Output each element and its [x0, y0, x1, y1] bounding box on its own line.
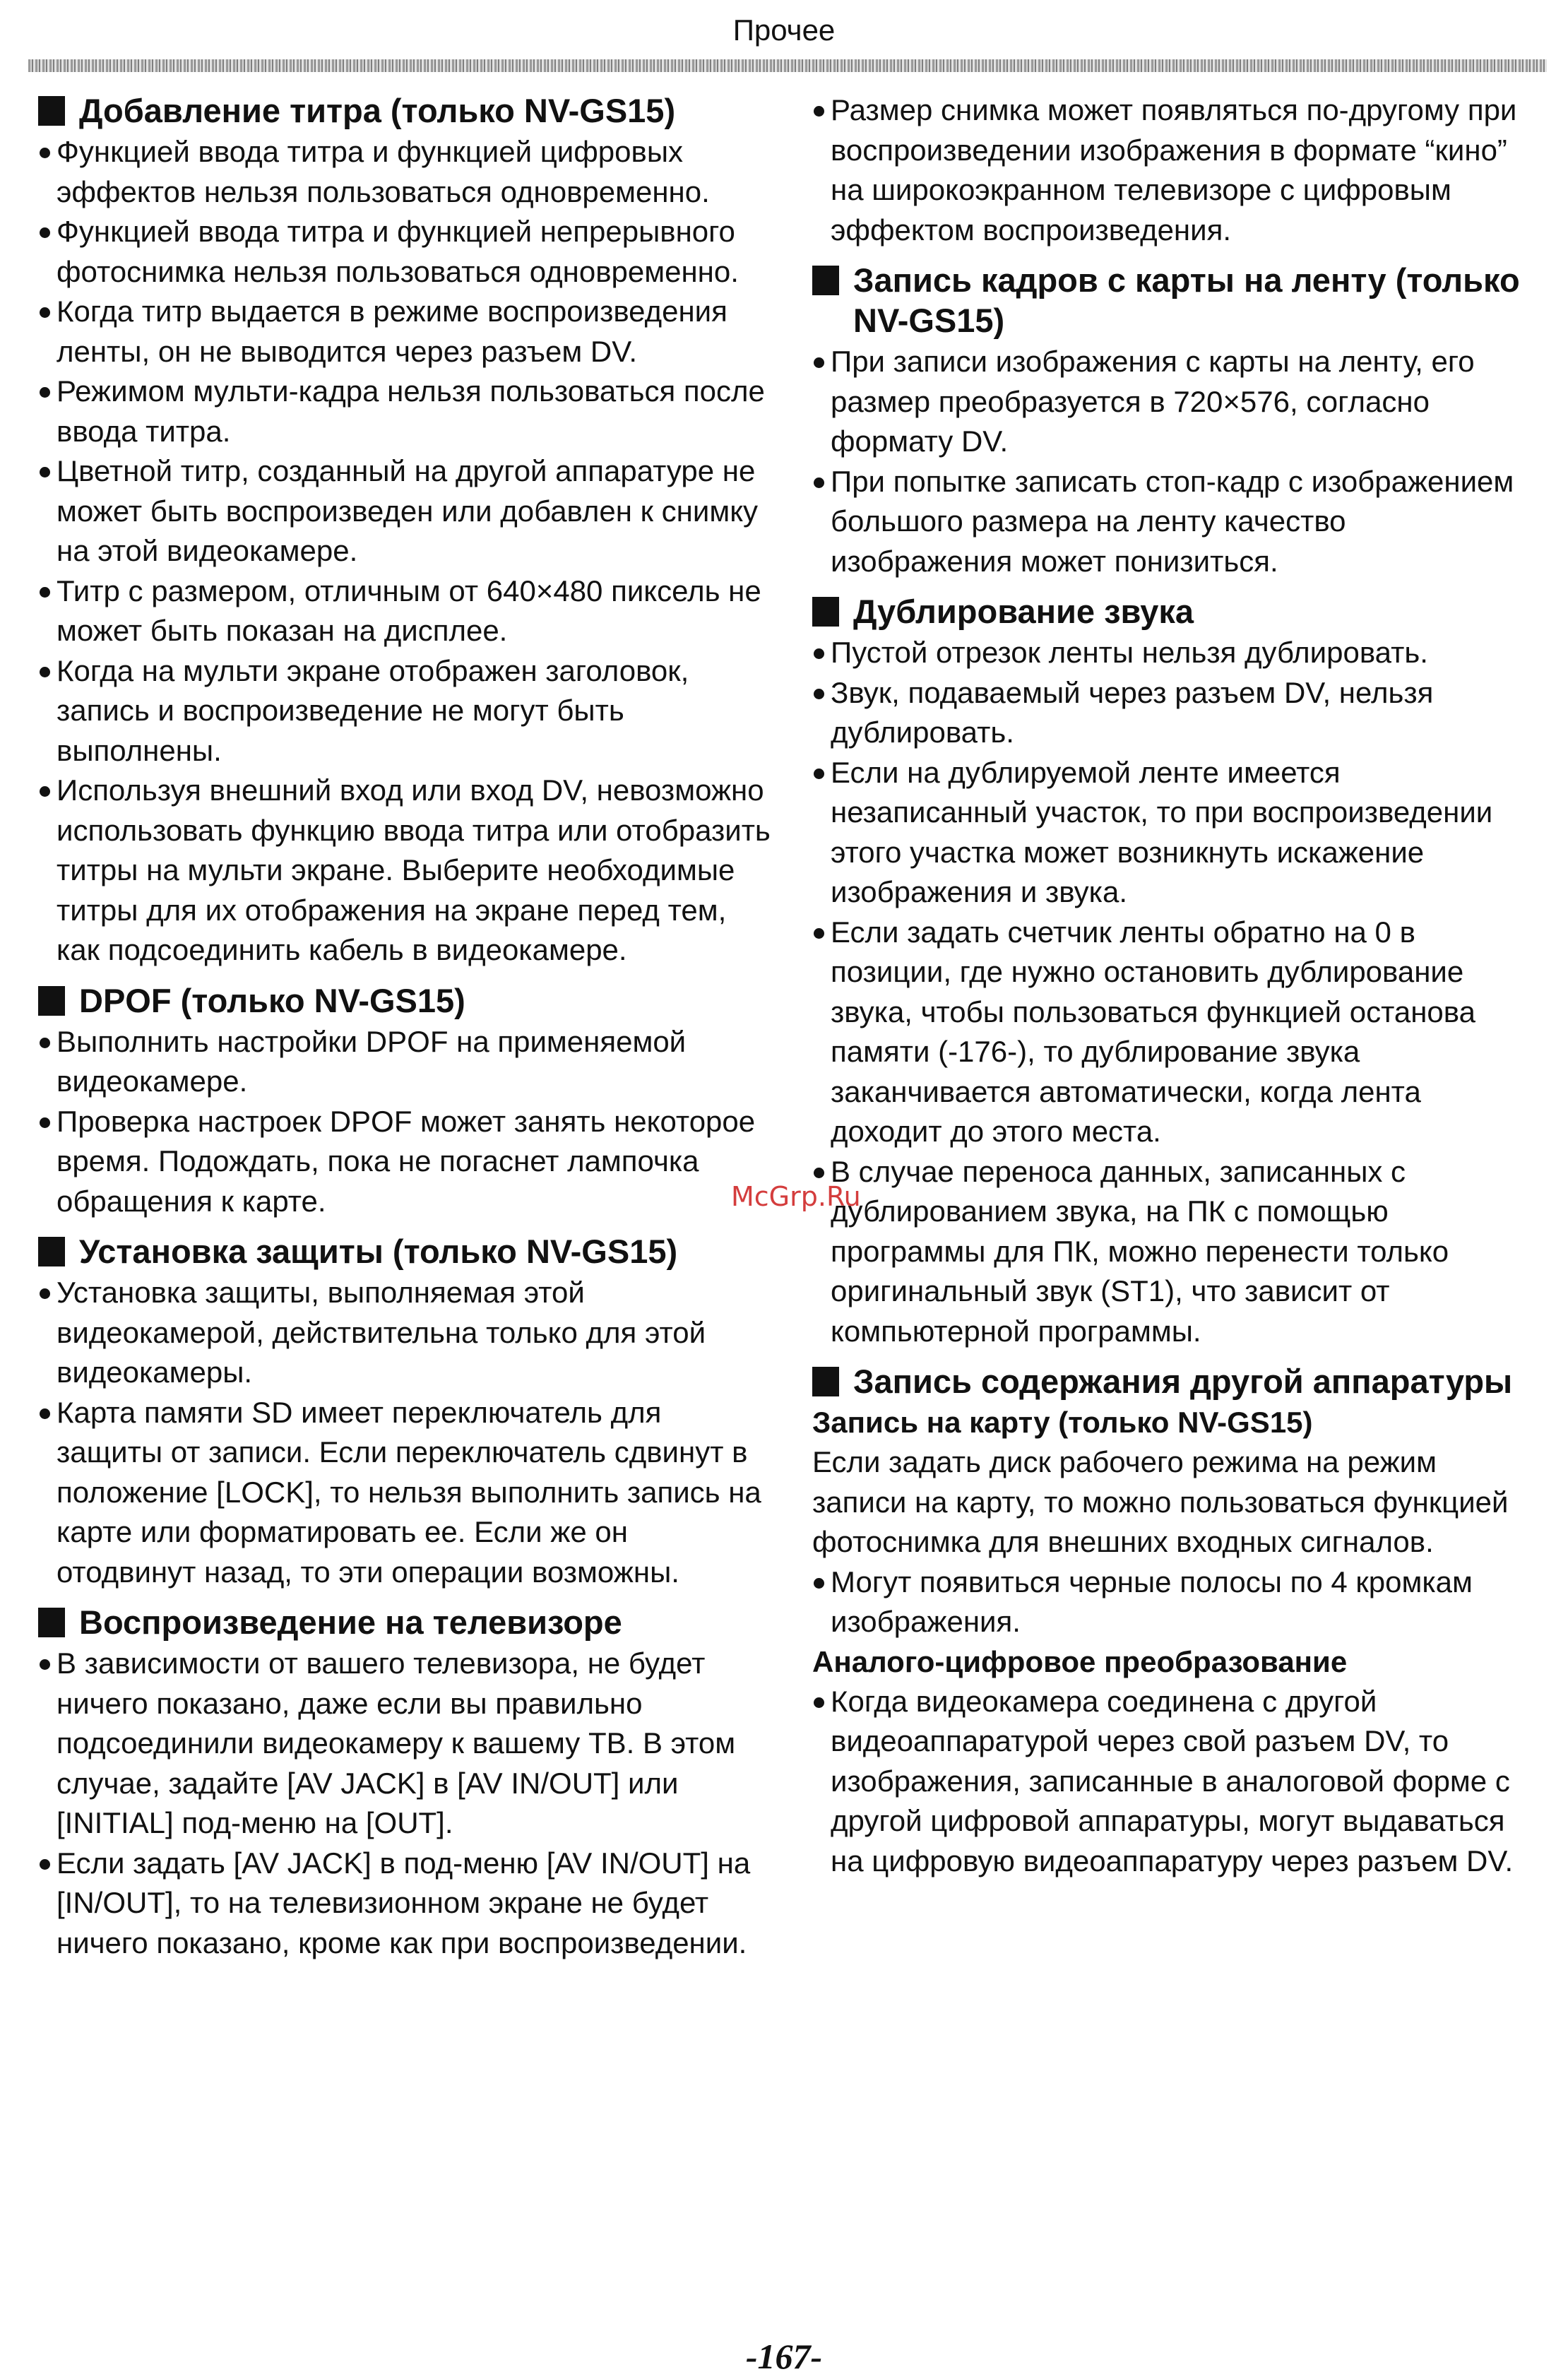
- list-item: Звук, подаваемый через разъем DV, нельзя дублировать.: [812, 673, 1533, 753]
- section-heading: [812, 591, 1533, 631]
- list-item: При записи изображения с карты на ленту, его размер преобразуется в 720×576, согласно формату DV.: [812, 342, 1533, 462]
- list-item: Используя внешний вход или вход DV, невозможно использовать функцию ввода титра или отобразить титры на мульти экране. Выберите необходимые титры для их отображения на экране перед тем, как подсоединить кабель в видеокамере.: [38, 771, 773, 971]
- bullet-list: [812, 342, 1533, 581]
- list-item: Если на дублируемой ленте имеется незаписанный участок, то при воспроизведении этого участка может возникнуть искажение изображения и звука.: [812, 753, 1533, 913]
- section-heading: [38, 90, 773, 131]
- heading-text: Воспроизведение на телевизоре: [79, 1603, 622, 1641]
- heading-text: Дублирование звука: [853, 593, 1194, 630]
- heading-text: Добавление титра (только NV-GS15): [79, 92, 676, 129]
- bullet-list: [812, 1562, 1533, 1642]
- list-item: В зависимости от вашего телевизора, не будет ничего показано, даже если вы правильно подсоединили видеокамеру к вашему ТВ. В этом случае, задайте [AV JACK] в [AV IN/OUT] или [INITIAL] под-меню на [OUT].: [38, 1644, 773, 1844]
- square-bullet-icon: [812, 1367, 839, 1396]
- list-item: Режимом мульти-кадра нельзя пользоваться после ввода титра.: [38, 372, 773, 451]
- paragraph-card-recording: Если задать диск рабочего режима на режим записи на карту, то можно пользоваться функцией фотоснимка для внешних входных сигналов.: [812, 1445, 1509, 1558]
- bullet-list: [812, 633, 1533, 1351]
- list-item: Проверка настроек DPOF может занять некоторое время. Подождать, пока не погаснет лампочка обращения к карте.: [38, 1102, 773, 1222]
- list-item: Карта памяти SD имеет переключатель для защиты от записи. Если переключатель сдвинут в положение [LOCK], то нельзя выполнить запись на карте или форматировать ее. Если же он отодвинут назад, то эти операции возможны.: [38, 1393, 773, 1593]
- square-bullet-icon: [38, 1237, 65, 1266]
- list-item: Функцией ввода титра и функцией непрерывного фотоснимка нельзя пользоваться одновременно.: [38, 212, 773, 292]
- right-column: [812, 90, 1533, 1891]
- square-bullet-icon: [38, 96, 65, 126]
- section-dpof: [38, 980, 773, 1222]
- section-heading: [812, 260, 1533, 340]
- list-item: Если задать [AV JACK] в под-меню [AV IN/OUT] на [IN/OUT], то на телевизионном экране не будет ничего показано, кроме как при воспроизведении.: [38, 1844, 773, 1964]
- heading-text: Запись содержания другой аппаратуры: [853, 1363, 1513, 1400]
- heading-text: Запись кадров с карты на ленту (только NV-GS15): [853, 261, 1520, 339]
- list-item: Когда на мульти экране отображен заголовок, запись и воспроизведение не могут быть выполнены.: [38, 651, 773, 771]
- list-item: Установка защиты, выполняемая этой видеокамерой, действительна только для этой видеокамеры.: [38, 1273, 773, 1393]
- bullet-list: [38, 1644, 773, 1963]
- section-heading: [38, 980, 773, 1021]
- subheading-analog-digital: Аналого-цифровое преобразование: [812, 1644, 1348, 1678]
- list-item: Функцией ввода титра и функцией цифровых эффектов нельзя пользоваться одновременно.: [38, 132, 773, 212]
- bullet-list: [38, 1022, 773, 1222]
- section-title-insert: [38, 90, 773, 971]
- left-column: [38, 90, 773, 1973]
- square-bullet-icon: [812, 266, 839, 295]
- list-item: Могут появиться черные полосы по 4 кромкам изображения.: [812, 1562, 1533, 1642]
- list-item: Если задать счетчик ленты обратно на 0 в позиции, где нужно остановить дублирование звука, чтобы пользоваться функцией останова памяти (-176-), то дублирование звука заканчивается автоматически, когда лента доходит до этого места.: [812, 913, 1533, 1152]
- watermark: McGrp.Ru: [731, 1181, 861, 1212]
- bullet-list: [812, 1682, 1533, 1882]
- heading-text: Установка защиты (только NV-GS15): [79, 1233, 678, 1270]
- section-protection: [38, 1231, 773, 1592]
- section-heading: [38, 1602, 773, 1642]
- square-bullet-icon: [38, 1608, 65, 1637]
- section-external-recording: [812, 1361, 1533, 1881]
- list-item: Когда титр выдается в режиме воспроизведения ленты, он не выводится через разъем DV.: [38, 292, 773, 372]
- square-bullet-icon: [38, 986, 65, 1016]
- list-item: Выполнить настройки DPOF на применяемой видеокамере.: [38, 1022, 773, 1102]
- list-item: В случае переноса данных, записанных с дублированием звука, на ПК с помощью программы для ПК, можно перенести только оригинальный звук (ST1), что зависит от компьютерной программы.: [812, 1152, 1533, 1352]
- list-item: Размер снимка может появляться по-другому при воспроизведении изображения в формате “кино” на широкоэкранном телевизоре с цифровым эффектом воспроизведения.: [812, 90, 1533, 250]
- list-item: Когда видеокамера соединена с другой видеоаппаратурой через свой разъем DV, то изображения, записанные в аналоговой форме с другой цифровой аппаратуры, могут выдаваться на цифровую видеоаппаратуру через разъем DV.: [812, 1682, 1533, 1882]
- page-number: -167-: [745, 2337, 823, 2376]
- section-heading: [38, 1231, 773, 1271]
- header-rule: [28, 59, 1547, 72]
- square-bullet-icon: [812, 597, 839, 627]
- section-heading: [812, 1361, 1533, 1401]
- section-card-to-tape: [812, 260, 1533, 581]
- bullet-list: [38, 132, 773, 971]
- bullet-list: [38, 1273, 773, 1592]
- list-item: Пустой отрезок ленты нельзя дублировать.: [812, 633, 1533, 673]
- heading-text: DPOF (только NV-GS15): [79, 981, 465, 1019]
- subheading-card-recording: Запись на карту (только NV-GS15): [812, 1406, 1313, 1439]
- section-audio-dubbing: [812, 591, 1533, 1351]
- list-item: При попытке записать стоп-кадр с изображением большого размера на ленту качество изображения может понизиться.: [812, 462, 1533, 582]
- section-intro: [812, 90, 1533, 250]
- list-item: Цветной титр, созданный на другой аппаратуре не может быть воспроизведен или добавлен к снимку на этой видеокамере.: [38, 451, 773, 571]
- list-item: Титр с размером, отличным от 640×480 пиксель не может быть показан на дисплее.: [38, 571, 773, 651]
- bullet-list: [812, 90, 1533, 250]
- page-header-title: Прочее: [732, 13, 836, 47]
- section-tv-playback: [38, 1602, 773, 1963]
